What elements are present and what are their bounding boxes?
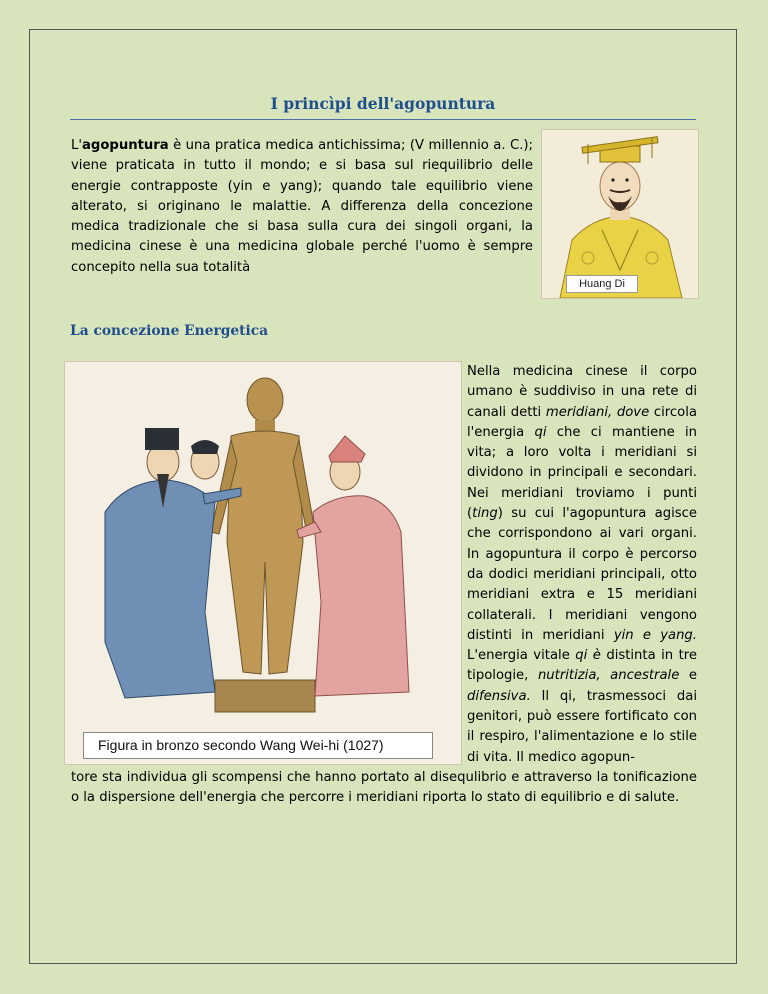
body-s2: circola l'energia (467, 404, 697, 440)
intro-paragraph (71, 136, 533, 278)
figure-illustration (65, 362, 461, 764)
portrait-illustration (542, 130, 698, 298)
body-s8: Il qi, trasmessoci dai genitori, può essere fortificato con il respiro, l'alimentazione e lo stile di vita. Il medico agopun- (467, 688, 697, 765)
energy-paragraph (467, 362, 697, 768)
intro-lead: L' (71, 138, 82, 153)
body-s1: Nella medicina cinese il corpo umano è suddiviso in una rete di canali detti (467, 364, 697, 420)
body-e4: yin e yang. (613, 627, 697, 643)
body-s6: distinta in tre tipologie, (467, 648, 698, 684)
title-underline (70, 119, 696, 120)
body-e7: difensiva. (467, 688, 531, 704)
portrait-caption: Huang Di (566, 275, 638, 293)
body-e2: qi (534, 424, 547, 440)
body-s3: che ci mantiene in vita; a loro volta i meridiani si dividono in principali e secondari. Nei meridiani troviamo i punti ( (467, 424, 697, 522)
acupuncture-figure-image (64, 361, 462, 765)
energy-paragraph-continuation (71, 768, 697, 809)
intro-term: agopuntura (81, 138, 169, 153)
page-title: I princìpi dell'agopuntura (270, 94, 496, 113)
figure-caption: Figura in bronzo secondo Wang Wei-hi (1027) (83, 732, 433, 759)
body-s4: ) su cui l'agopuntura agisce che corrispondono ai vari organi. In agopuntura il corpo è percorso da dodici meridiani principali, otto meridiani extra e 15 meridiani collaterali. I meridiani vengono distinti in meridiani (467, 506, 697, 643)
body-e3: ting (472, 506, 498, 522)
body-e1: meridiani, dove (545, 404, 650, 420)
body-e5: qi è (575, 648, 601, 664)
body-e6: nutritizia, ancestrale (537, 668, 680, 684)
intro-text: è una pratica medica antichissima; (V millennio a. C.); viene praticata in tutto il mondo; e si basa sul riequilibrio delle energie contrapposte (yin e yang); quando tale equilibrio viene alterato, si originano le malattie. A differenza della concezione medica tradizionale che si basa sulla cura dei singoli organi, la medicina cinese è una medicina globale perché l'uomo è sempre concepito nella sua totalità (71, 138, 533, 275)
body-s7: e (679, 668, 698, 684)
section-subtitle: La concezione Energetica (70, 323, 269, 339)
body-s5: L'energia vitale (467, 648, 576, 664)
huang-di-portrait-image (541, 129, 699, 299)
body-tail: tore sta individua gli scompensi che hanno portato al disequlibrio e attraverso la tonificazione o la dispersione dell'energia che percorre i meridiani riporta lo stato di equilibrio e di salute. (71, 770, 697, 806)
